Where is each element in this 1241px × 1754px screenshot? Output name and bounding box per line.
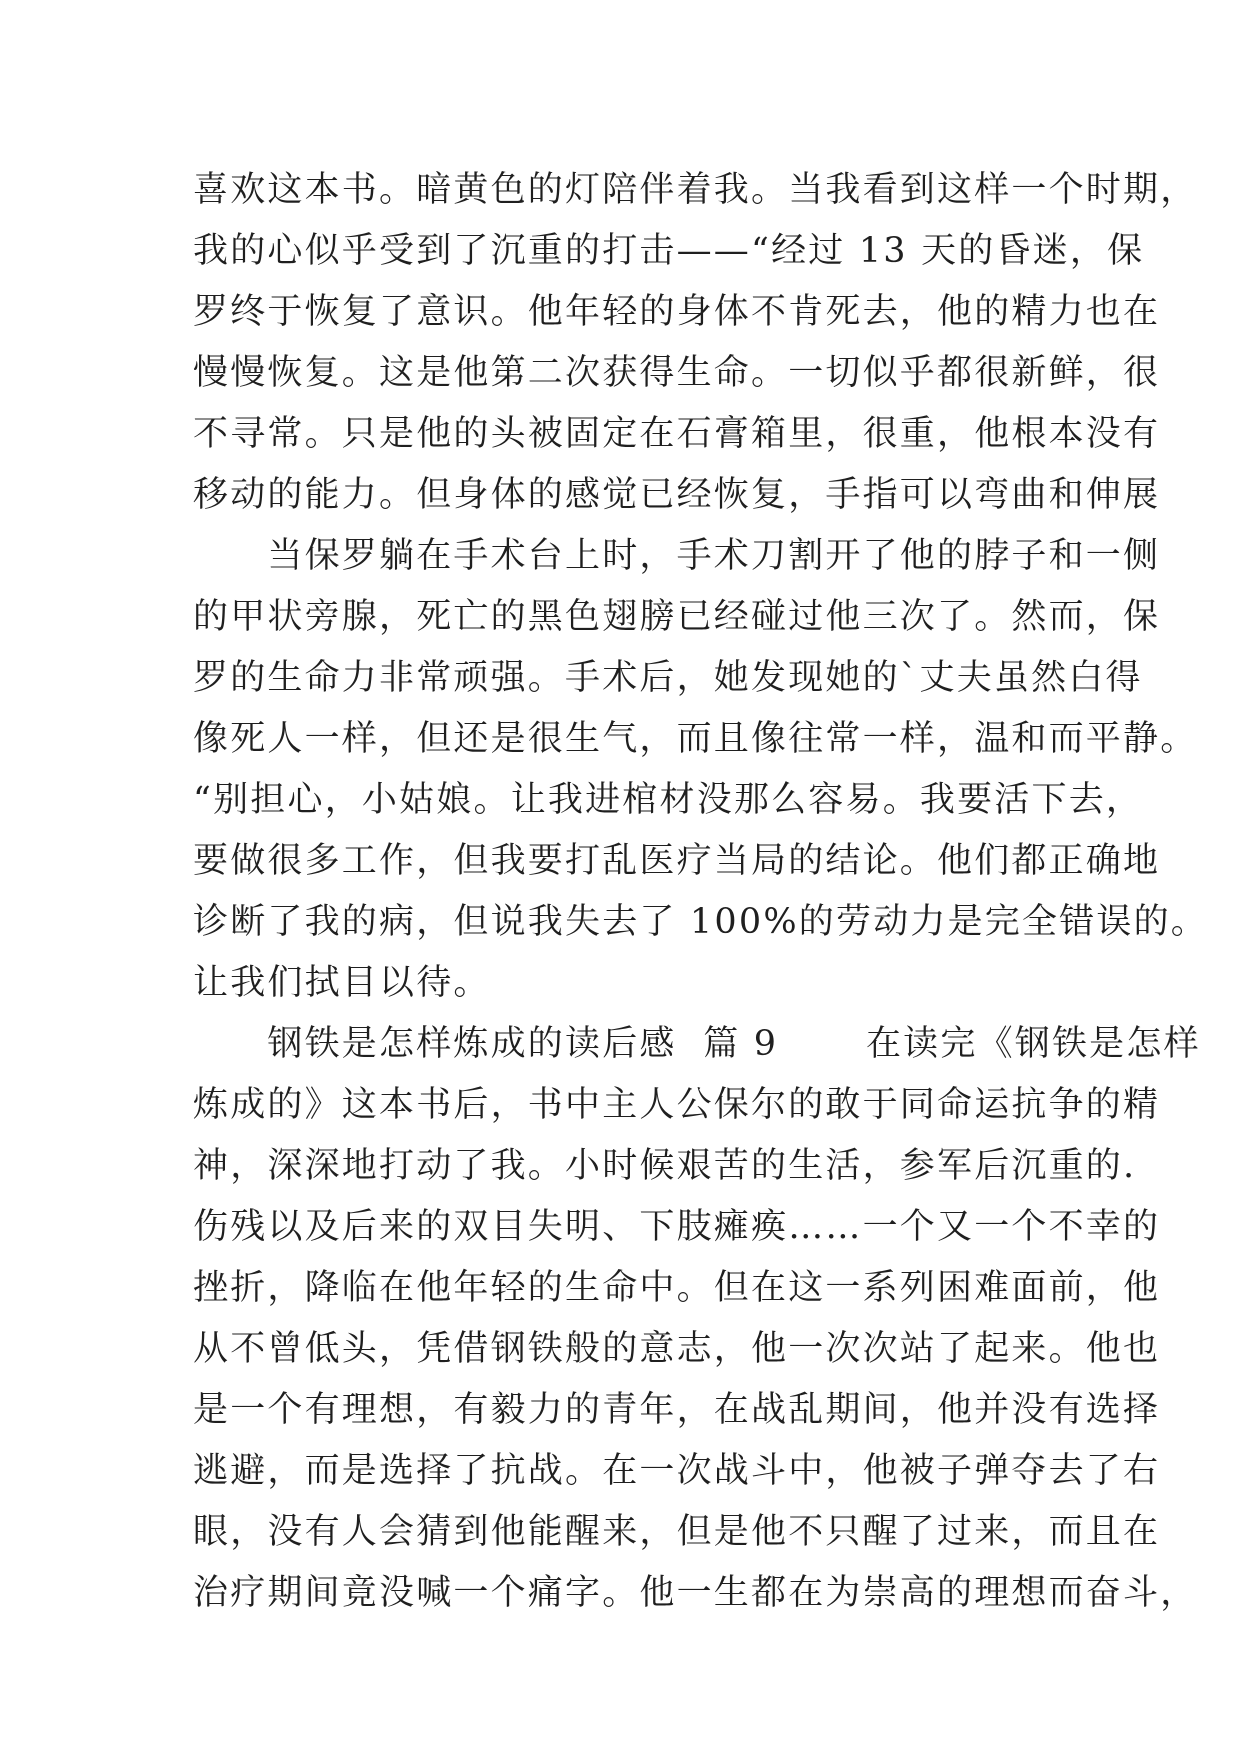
text-line: 治疗期间竟没喊一个痛字。他一生都在为崇高的理想而奋斗， (193, 1573, 1198, 1613)
text-line: 诊断了我的病，但说我失去了 100%的劳动力是完全错误的。 (193, 902, 1208, 942)
text-line: 的甲状旁腺，死亡的黑色翅膀已经碰过他三次了。然而，保 (193, 597, 1161, 637)
text-line: 罗终于恢复了意识。他年轻的身体不肯死去，他的精力也在 (193, 292, 1161, 332)
text-line: 像死人一样，但还是很生气，而且像往常一样，温和而平静。 (193, 719, 1198, 759)
text-line: 是一个有理想，有毅力的青年，在战乱期间，他并没有选择 (193, 1390, 1161, 1430)
body-text (193, 160, 1208, 1624)
text-line: 不寻常。只是他的头被固定在石膏箱里，很重，他根本没有 (193, 414, 1161, 454)
text-line: 逃避，而是选择了抗战。在一次战斗中，他被子弹夺去了右 (193, 1451, 1161, 1491)
text-line: 喜欢这本书。暗黄色的灯陪伴着我。当我看到这样一个时期， (193, 170, 1198, 210)
text-line: “别担心，小姑娘。让我进棺材没那么容易。我要活下去， (193, 780, 1144, 820)
text-line: 我的心似乎受到了沉重的打击——“经过 13 天的昏迷，保 (193, 231, 1145, 271)
text-line: 罗的生命力非常顽强。手术后，她发现她的`丈夫虽然白得 (193, 658, 1143, 698)
text-line: 炼成的》这本书后，书中主人公保尔的敢于同命运抗争的精 (193, 1085, 1161, 1125)
text-line: 让我们拭目以待。 (193, 963, 491, 1003)
text-line: 伤残以及后来的双目失明、下肢瘫痪……一个又一个不幸的 (193, 1207, 1161, 1247)
text-line: 钢铁是怎样炼成的读后感 篇 9 在读完《钢铁是怎样 (193, 1024, 1201, 1064)
text-line: 移动的能力。但身体的感觉已经恢复，手指可以弯曲和伸展 (193, 475, 1161, 515)
text-line: 眼，没有人会猜到他能醒来，但是他不只醒了过来，而且在 (193, 1512, 1161, 1552)
text-line: 从不曾低头，凭借钢铁般的意志，他一次次站了起来。他也 (193, 1329, 1161, 1369)
text-line: 当保罗躺在手术台上时，手术刀割开了他的脖子和一侧 (193, 536, 1161, 576)
text-line: 挫折，降临在他年轻的生命中。但在这一系列困难面前，他 (193, 1268, 1161, 1308)
text-line: 要做很多工作，但我要打乱医疗当局的结论。他们都正确地 (193, 841, 1161, 881)
text-line: 神，深深地打动了我。小时候艰苦的生活，参军后沉重的. (193, 1146, 1137, 1186)
text-line: 慢慢恢复。这是他第二次获得生命。一切似乎都很新鲜，很 (193, 353, 1161, 393)
